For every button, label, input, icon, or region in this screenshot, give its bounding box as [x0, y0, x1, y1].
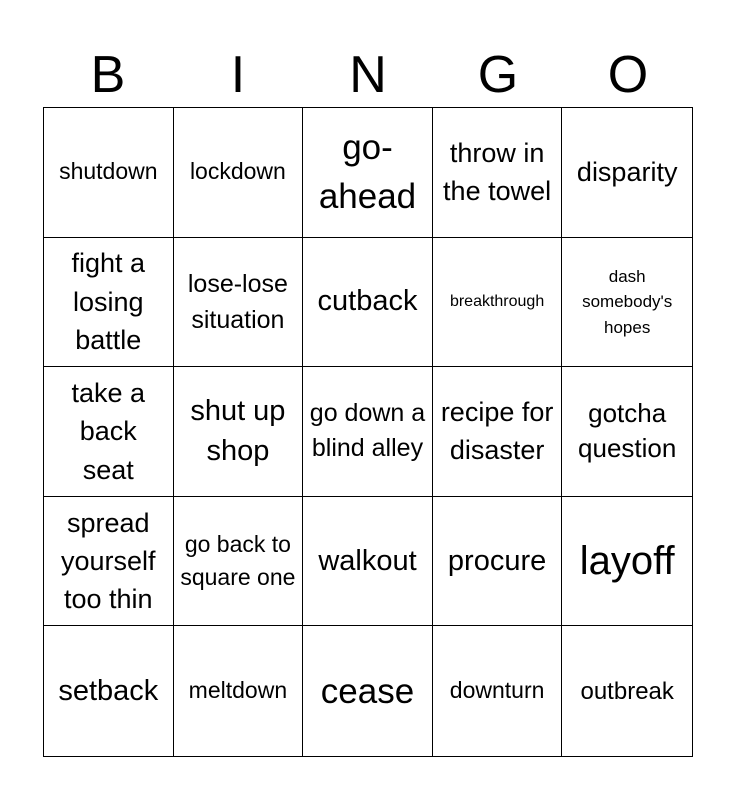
- bingo-cell[interactable]: [44, 108, 174, 238]
- header-letter-o: O: [607, 46, 649, 104]
- cell-text: meltdown: [188, 677, 288, 704]
- bingo-header: [43, 42, 693, 108]
- cell-text: cutback: [317, 285, 418, 318]
- bingo-cell[interactable]: [433, 238, 563, 368]
- bingo-board: [43, 107, 693, 757]
- cell-text: lose-lose situation: [187, 269, 288, 334]
- cell-text: disparity: [576, 156, 678, 187]
- cell-text: dash somebody's hopes: [582, 266, 673, 337]
- header-letter-g: G: [477, 46, 519, 104]
- bingo-cell[interactable]: [562, 108, 692, 238]
- cell-text: outbreak: [580, 677, 674, 705]
- bingo-cell[interactable]: [174, 367, 304, 497]
- bingo-cell[interactable]: [44, 497, 174, 627]
- bingo-cell[interactable]: [174, 238, 304, 368]
- bingo-cell[interactable]: [562, 626, 692, 756]
- cell-text: fight a losing battle: [71, 248, 146, 356]
- bingo-cell[interactable]: [44, 238, 174, 368]
- cell-text: shutdown: [59, 158, 158, 185]
- header-letter-b: B: [90, 46, 126, 104]
- cell-text: spread yourself too thin: [61, 507, 156, 615]
- bingo-cell[interactable]: [562, 497, 692, 627]
- bingo-cell[interactable]: [174, 626, 304, 756]
- bingo-cell[interactable]: [433, 108, 563, 238]
- cell-text: go-ahead: [318, 128, 417, 217]
- cell-text: go back to square one: [180, 531, 296, 591]
- header-letter-i: I: [230, 46, 246, 104]
- bingo-cell[interactable]: [562, 367, 692, 497]
- bingo-cell[interactable]: [174, 497, 304, 627]
- bingo-cell[interactable]: [303, 108, 433, 238]
- cell-text: cease: [320, 671, 415, 711]
- cell-text: procure: [447, 544, 547, 577]
- cell-text: go down a blind alley: [309, 398, 426, 463]
- cell-text: breakthrough: [449, 293, 545, 311]
- cell-text: shut up shop: [190, 394, 286, 468]
- bingo-cell[interactable]: [303, 238, 433, 368]
- bingo-cell[interactable]: [303, 367, 433, 497]
- bingo-cell[interactable]: [303, 497, 433, 627]
- bingo-cell[interactable]: [562, 238, 692, 368]
- bingo-cell[interactable]: [433, 497, 563, 627]
- header-letter-n: N: [349, 46, 387, 104]
- cell-text: downturn: [449, 677, 545, 704]
- cell-text: throw in the towel: [443, 137, 552, 207]
- cell-text: gotcha question: [578, 397, 677, 464]
- bingo-cell[interactable]: [44, 626, 174, 756]
- cell-text: layoff: [579, 539, 675, 584]
- bingo-cell[interactable]: [174, 108, 304, 238]
- cell-text: recipe for disaster: [440, 397, 554, 466]
- bingo-cell[interactable]: [433, 367, 563, 497]
- bingo-cell[interactable]: [303, 626, 433, 756]
- bingo-cell[interactable]: [44, 367, 174, 497]
- bingo-cell[interactable]: [433, 626, 563, 756]
- cell-text: walkout: [318, 544, 417, 577]
- cell-text: lockdown: [189, 158, 286, 185]
- cell-text: setback: [58, 674, 159, 707]
- cell-text: take a back seat: [71, 378, 146, 485]
